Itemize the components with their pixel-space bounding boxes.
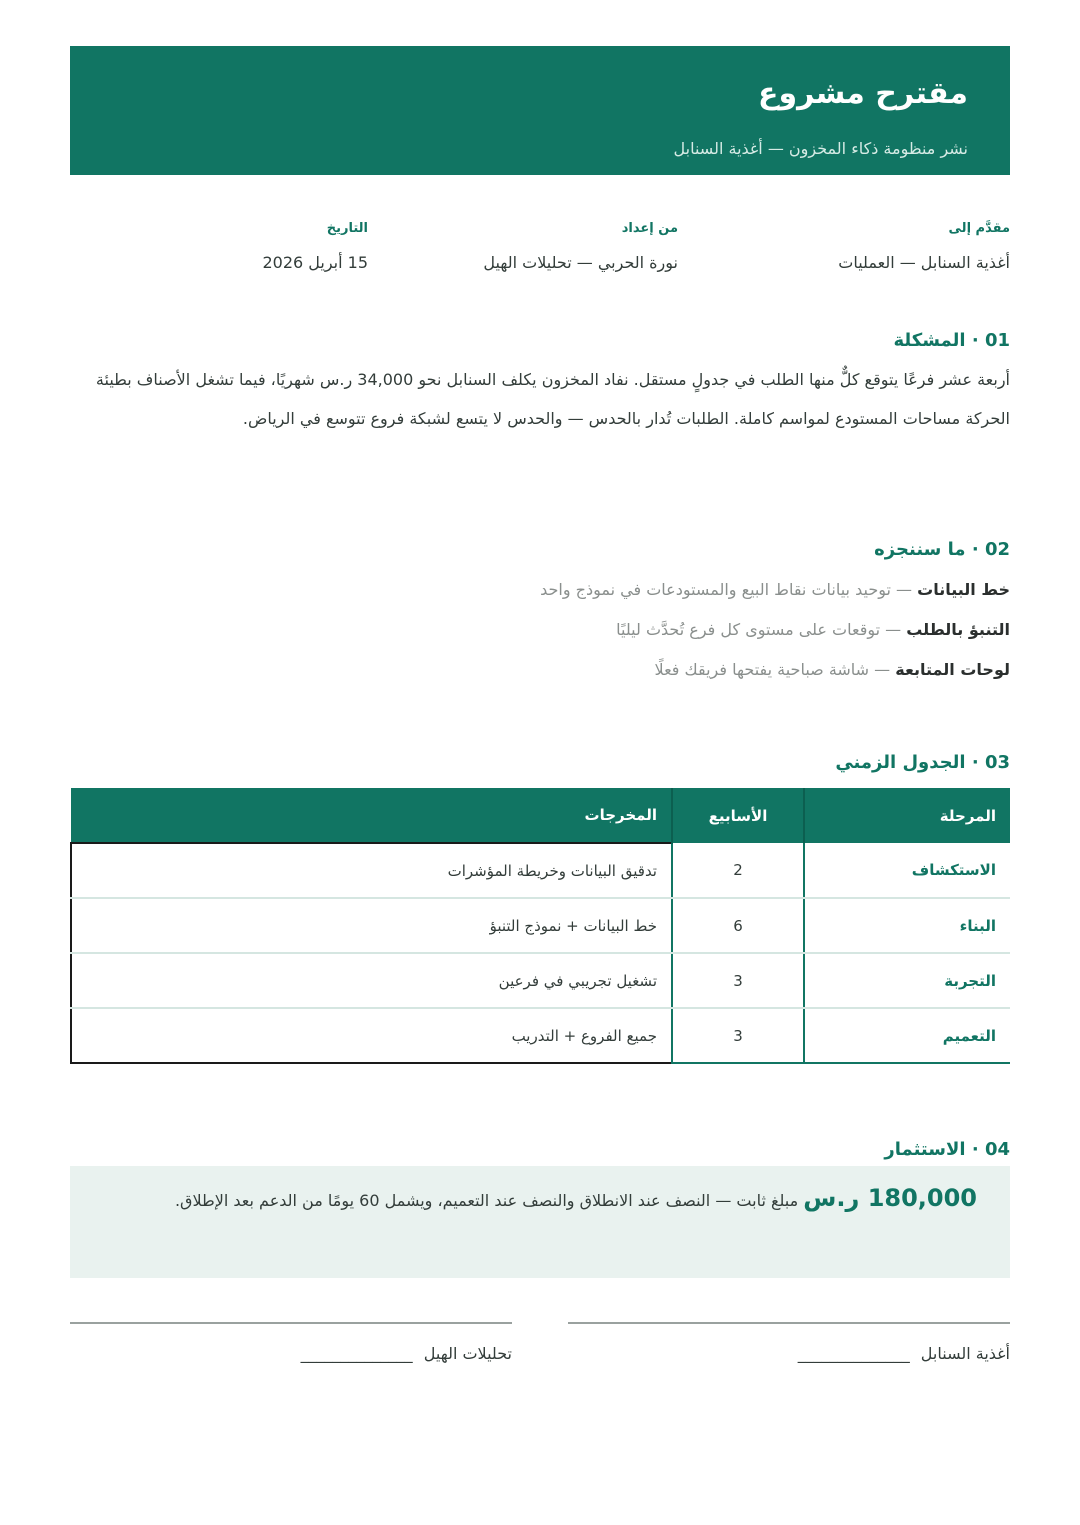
column-header-outputs: المخرجات bbox=[71, 788, 672, 843]
section-heading-problem bbox=[894, 328, 1011, 354]
signature-name: أغذية السنابل bbox=[920, 1344, 1010, 1363]
signature-vendor bbox=[70, 1322, 512, 1363]
cell-weeks: 2 bbox=[672, 843, 804, 898]
section-title: المشكلة bbox=[893, 330, 966, 351]
cell-outputs: تدقيق البيانات وخريطة المؤشرات bbox=[71, 843, 672, 898]
column-header-weeks: الأسابيع bbox=[672, 788, 804, 843]
page-title: مقترح مشروع bbox=[757, 76, 968, 111]
section-number: 01 · bbox=[971, 330, 1010, 351]
meta-value: أغذية السنابل — العمليات bbox=[838, 253, 1010, 272]
section-number: 03 · bbox=[971, 752, 1010, 773]
cell-outputs: جميع الفروع + التدريب bbox=[71, 1008, 672, 1063]
section-heading-timeline bbox=[835, 750, 1010, 776]
build-list bbox=[70, 570, 1010, 690]
list-item-desc: — شاشة صباحية يفتحها فريقك فعلًا bbox=[654, 660, 896, 679]
cell-outputs: خط البيانات + نموذج التنبؤ bbox=[71, 898, 672, 953]
proposal-header bbox=[70, 46, 1010, 175]
section-title: ما سننجزه bbox=[874, 539, 966, 560]
cell-weeks: 3 bbox=[672, 1008, 804, 1063]
list-item bbox=[70, 570, 1010, 610]
meta-submitted-to bbox=[838, 220, 1010, 274]
meta-value: نورة الحربي — تحليلات الهيل bbox=[483, 253, 678, 272]
investment-amount: 180,000 ر.س bbox=[803, 1184, 977, 1212]
list-item-term: خط البيانات bbox=[917, 580, 1010, 599]
meta-value: 15 أبريل 2026 bbox=[262, 253, 368, 272]
meta-row bbox=[70, 220, 1010, 280]
investment-description: مبلغ ثابت — النصف عند الانطلاق والنصف عند التعميم، ويشمل 60 يومًا من الدعم بعد الإطلاق. bbox=[174, 1191, 804, 1210]
section-heading-investment bbox=[884, 1137, 1010, 1163]
signature-line: ______________ bbox=[797, 1344, 910, 1363]
section-title: الاستثمار bbox=[884, 1139, 966, 1160]
signature-client bbox=[568, 1322, 1010, 1363]
cell-outputs: تشغيل تجريبي في فرعين bbox=[71, 953, 672, 1008]
meta-prepared-by bbox=[483, 220, 678, 274]
section-title: الجدول الزمني bbox=[835, 752, 966, 773]
cell-weeks: 6 bbox=[672, 898, 804, 953]
table-row bbox=[71, 953, 1010, 1008]
section-number: 02 · bbox=[971, 539, 1010, 560]
investment-box bbox=[70, 1166, 1010, 1278]
table-row bbox=[71, 1008, 1010, 1063]
section-heading-build bbox=[874, 537, 1010, 563]
section-number: 04 · bbox=[971, 1139, 1010, 1160]
meta-label: من إعداد bbox=[621, 221, 678, 236]
meta-label: التاريخ bbox=[326, 221, 368, 236]
cell-phase: التعميم bbox=[804, 1008, 1010, 1063]
cell-phase: الاستكشاف bbox=[804, 843, 1010, 898]
timeline-table bbox=[70, 788, 1010, 1064]
list-item-desc: — توحيد بيانات نقاط البيع والمستودعات في نموذج واحد bbox=[540, 580, 918, 599]
signature-line: ______________ bbox=[300, 1344, 413, 1363]
table-row bbox=[71, 843, 1010, 898]
cell-phase: البناء bbox=[804, 898, 1010, 953]
list-item-term: التنبؤ بالطلب bbox=[906, 620, 1010, 639]
problem-paragraph: أربعة عشر فرعًا يتوقع كلٌّ منها الطلب في جدولٍ مستقل. نفاد المخزون يكلف السنابل نحو 34,000 ر.س شهريًا، فيما تشغل الأصناف بطيئة الحركة مساحات المستودع لمواسم كاملة. الطلبات تُدار بالحدس — والحدس لا يتسع لشبكة فروع تتوسع في الرياض. bbox=[95, 370, 1010, 428]
list-item bbox=[70, 650, 1010, 690]
meta-date bbox=[262, 220, 368, 274]
list-item bbox=[70, 610, 1010, 650]
meta-label: مقدَّم إلى bbox=[948, 221, 1010, 236]
list-item-term: لوحات المتابعة bbox=[895, 660, 1010, 679]
table-row bbox=[71, 898, 1010, 953]
cell-weeks: 3 bbox=[672, 953, 804, 1008]
signature-name: تحليلات الهيل bbox=[423, 1344, 512, 1363]
cell-phase: التجربة bbox=[804, 953, 1010, 1008]
list-item-desc: — توقعات على مستوى كل فرع تُحدَّث ليليًا bbox=[616, 620, 907, 639]
page-subtitle: نشر منظومة ذكاء المخزون — أغذية السنابل bbox=[673, 139, 968, 158]
column-header-phase: المرحلة bbox=[804, 788, 1010, 843]
table-header-row bbox=[71, 788, 1010, 843]
